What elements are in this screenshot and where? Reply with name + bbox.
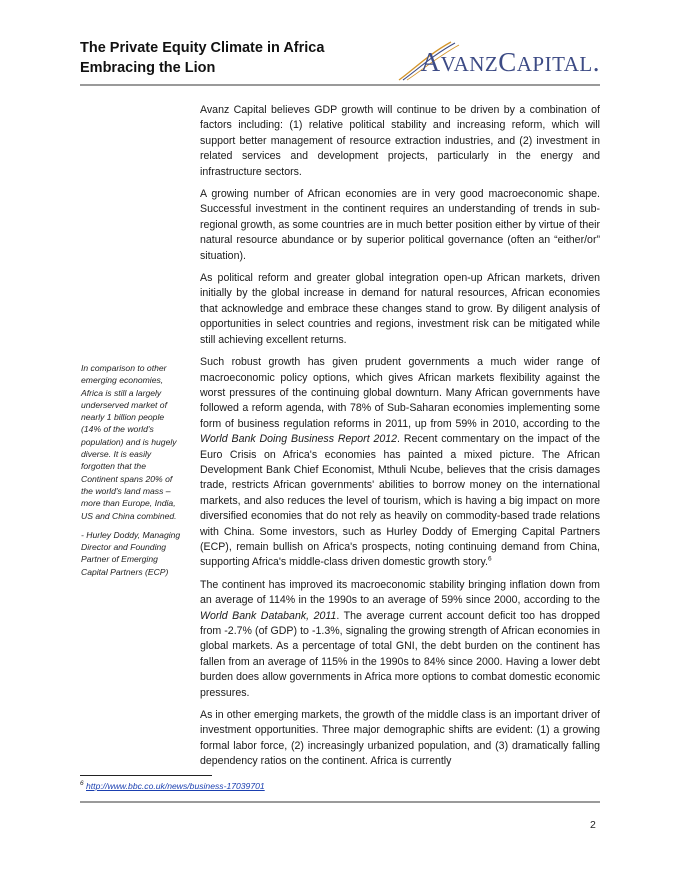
footnote-ref[interactable]: 6	[487, 555, 492, 563]
title-line-2: Embracing the Lion	[80, 60, 216, 76]
footnote-separator	[80, 775, 212, 776]
paragraph-3: As political reform and greater global integration open-up African markets, driven initially by the global increase in demand for natural resources, African economies that acknowledge and embrace these changes stand to grow. By diligent analysis of opportunities in select countries and regions, investment risk can be mitigated while still achieving excellent returns.	[200, 272, 600, 346]
main-body	[200, 103, 600, 770]
paragraph-5: The continent has improved its macroeconomic stability bringing inflation down from an average of 114% in the 1990s to an average of 59% since 2000, according to the World Bank Databank, 2011. The average current account deficit too has dropped from -2.7% (of GDP) to -1.3%, signaling the growing strength of African economies in global markets. As a percentage of total GNI, the debt burden on the continent has fallen from an average of 115% in the 1990s to 84% since 2000. Having a lower debt burden does allow governments in Africa more options to combat domestic economic pressures.	[200, 578, 600, 699]
logo-wordmark: AVANZCAPITAL.	[420, 47, 600, 77]
page-number: 2	[590, 819, 596, 831]
sidebar-quote	[81, 362, 181, 585]
paragraph-2: A growing number of African economies are in very good macroeconomic shape. Successful investment in the continent requires an understanding of trends in sub-regional growth, as some countries are in much better position either by virtue of their natural resource abundance or by superior political governance (often an “either/or” situation).	[200, 188, 600, 262]
databank-citation: World Bank Databank, 2011	[200, 609, 337, 622]
footnote-number: 6	[80, 780, 84, 788]
title-line-1: The Private Equity Climate in Africa	[80, 40, 325, 56]
paragraph-4: Such robust growth has given prudent governments a much wider range of macroeconomic policy options, which gives African markets flexibility against the worst pressures of the continuing global downturn. Many African governments have followed a reform agenda, with 78% of Sub-Saharan economies implementing some form of business regulation reforms in 2011, up from 59% in 2010, according to the World Bank Doing Business Report 2012. Recent commentary on the impact of the Euro Crisis on Africa's economies has painted a mixed picture. The African Development Bank Chief Economist, Mthuli Ncube, believes that the crisis damages trade, restricts African governments' abilities to borrow money on the international markets, and also reduces the level of tourism, which is having a big impact on more diversified economies that do not rely as heavily on commodity-based trade relations with China. Some investors, such as Hurley Doddy of Emerging Capital Partners (ECP), remain bullish on Africa's prospects, noting continuing demand from China, supporting Africa's middle-class driven domestic growth story.$^6$	[200, 356, 600, 569]
avanz-capital-logo	[395, 40, 600, 82]
paragraph-6: As in other emerging markets, the growth of the middle class is an important driver of investment opportunities. Three major demographic shifts are evident: (1) a growing formal labor force, (2) increasingly urbanized population, and (3) dramatically falling dependency ratios on the continent. Africa is currently	[200, 709, 600, 768]
footer-rule	[80, 801, 600, 803]
quote-attribution: - Hurley Doddy, Managing Director and Founding Partner of Emerging Capital Partners (ECP)	[81, 529, 181, 577]
paragraph-1: Avanz Capital believes GDP growth will continue to be driven by a combination of factors including: (1) relative political stability and increasing reform, which will support better management of resource extraction industries, and (2) investment in related services and development projects, particularly in the energy and infrastructure sectors.	[200, 104, 600, 178]
footnote	[80, 781, 265, 791]
page-header	[80, 38, 600, 84]
report-citation: World Bank Doing Business Report 2012	[200, 433, 398, 446]
footnote-link[interactable]: http://www.bbc.co.uk/news/business-17039701	[86, 781, 265, 791]
header-rule	[80, 84, 600, 86]
quote-text: In comparison to other emerging economies, Africa is still a largely underserved market of nearly 1 billion people (14% of the world's population) and is hugely diverse. It is easily forgotten that the Continent spans 20% of the world's land mass – more than Europe, India, US and China combined.	[81, 363, 177, 521]
